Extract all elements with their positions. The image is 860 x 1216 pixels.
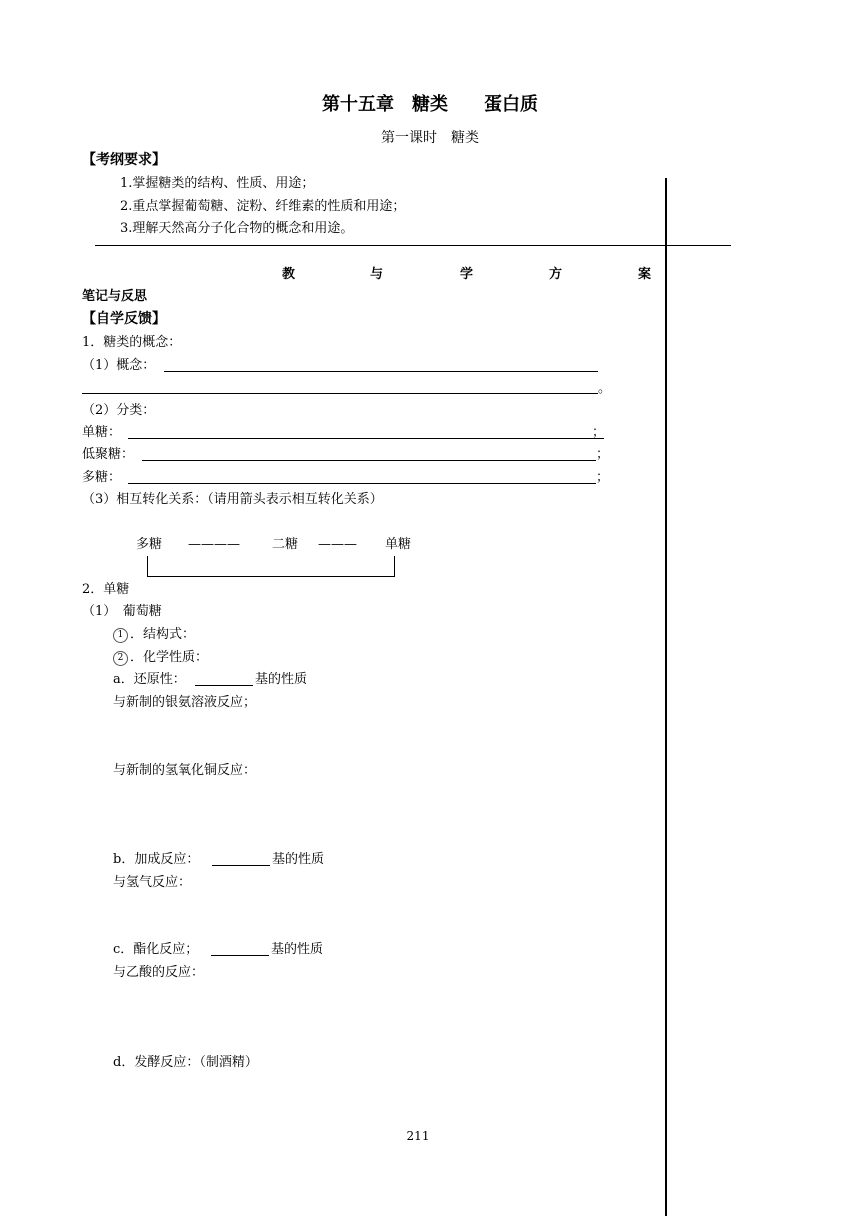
copper-reaction: 与新制的氢氧化铜反应： xyxy=(113,763,257,778)
c-blank[interactable] xyxy=(211,955,269,956)
concept-blank[interactable] xyxy=(164,371,598,372)
oligo-label: 低聚糖： xyxy=(82,447,135,462)
plan-char: 案 xyxy=(638,267,652,282)
syllabus-item: 2.重点掌握葡萄糖、淀粉、纤维素的性质和用途； xyxy=(120,199,406,214)
silver-reaction: 与新制的银氨溶液反应； xyxy=(113,695,257,710)
diagram-di: 二糖 xyxy=(272,537,299,552)
acetic-reaction: 与乙酸的反应： xyxy=(113,965,205,980)
mono-label: 单糖： xyxy=(82,425,122,440)
margin-rule xyxy=(665,178,667,1216)
section-divider xyxy=(95,245,731,246)
syllabus-item: 1.掌握糖类的结构、性质、用途； xyxy=(120,176,315,191)
diagram-mono: 单糖 xyxy=(385,537,412,552)
syllabus-item: 3.理解天然高分子化合物的概念和用途。 xyxy=(120,221,354,236)
a-blank[interactable] xyxy=(195,685,253,686)
diagram-bracket xyxy=(147,556,395,577)
concept-blank-2[interactable] xyxy=(82,393,598,394)
diagram-dash: ———— xyxy=(188,537,240,552)
b-suffix: 基的性质 xyxy=(272,852,325,867)
selfstudy-heading: 【自学反馈】 xyxy=(82,311,166,327)
b-blank[interactable] xyxy=(212,865,270,866)
poly-label: 多糖： xyxy=(82,470,122,485)
structure-item: 1 ．结构式： xyxy=(113,628,195,643)
poly-blank[interactable] xyxy=(128,483,596,484)
chem-item: 2 ．化学性质： xyxy=(113,651,208,666)
plan-char: 与 xyxy=(370,267,384,282)
plan-char: 方 xyxy=(549,267,563,282)
diagram-poly: 多糖 xyxy=(136,537,163,552)
plan-char: 学 xyxy=(460,267,474,282)
plan-char: 教 xyxy=(282,267,296,282)
page-subtitle: 第一课时 糖类 xyxy=(381,130,479,146)
c-suffix: 基的性质 xyxy=(271,942,324,957)
notes-label: 笔记与反思 xyxy=(82,289,148,304)
question-1: 1．糖类的概念： xyxy=(82,335,182,350)
oligo-blank[interactable] xyxy=(142,460,596,461)
c-label: c．酯化反应； xyxy=(113,942,199,957)
syllabus-heading: 【考纲要求】 xyxy=(82,152,166,168)
oligo-end: ； xyxy=(596,447,610,462)
concept-label: （1）概念： xyxy=(82,358,156,373)
mono-blank[interactable] xyxy=(128,438,604,439)
question-2: 2．单糖 xyxy=(82,582,130,597)
page-title: 第十五章 糖类 蛋白质 xyxy=(322,94,538,115)
classify-label: （2）分类： xyxy=(82,403,156,418)
a-label: a．还原性： xyxy=(113,672,186,687)
circled-number: 2 xyxy=(113,651,128,666)
relation-label: （3）相互转化关系：（请用箭头表示相互转化关系） xyxy=(82,492,383,507)
b-label: b．加成反应： xyxy=(113,852,200,867)
circled-number: 1 xyxy=(113,628,128,643)
diagram-dash: ——— xyxy=(318,537,357,552)
a-suffix: 基的性质 xyxy=(255,672,308,687)
hydrogen-reaction: 与氢气反应： xyxy=(113,875,192,890)
d-label: d．发酵反应：（制酒精） xyxy=(113,1055,258,1070)
page-number: 211 xyxy=(406,1129,430,1143)
mono-end: ； xyxy=(592,425,606,440)
poly-end: ； xyxy=(596,470,610,485)
period: 。 xyxy=(598,381,612,396)
glucose-heading: （1） 葡萄糖 xyxy=(82,604,162,619)
